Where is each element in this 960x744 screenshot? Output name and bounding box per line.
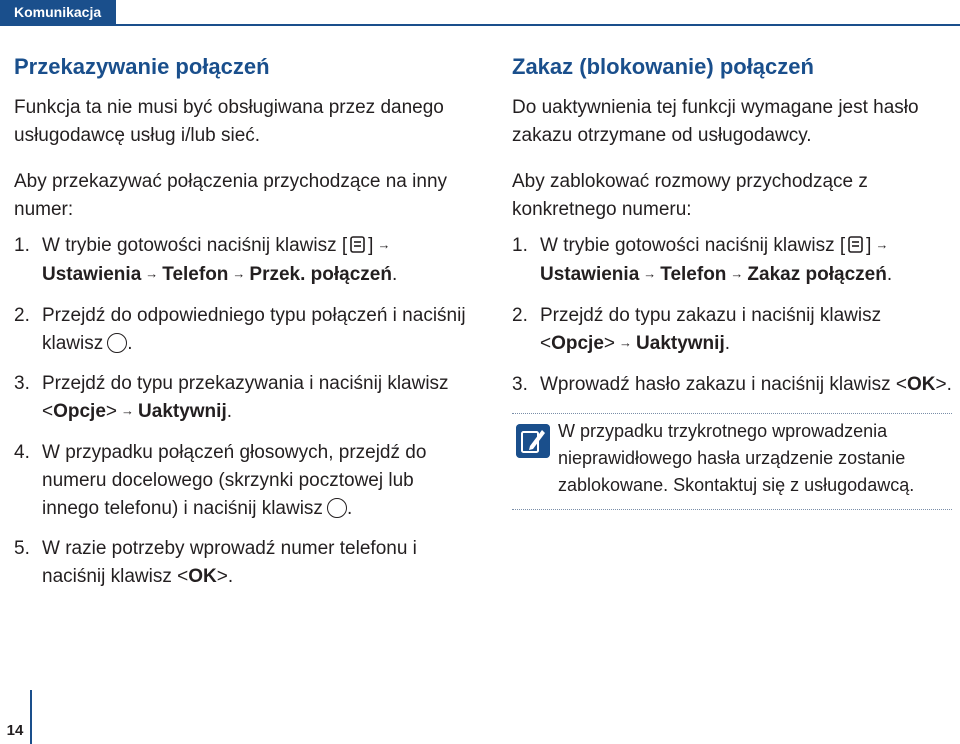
menu-label: Uaktywnij <box>138 401 227 422</box>
lead-barring: Aby zablokować rozmowy przychodzące z konkretnego numeru: <box>512 171 868 220</box>
note-text: W przypadku trzykrotnego wprowadzenia nieprawidłowego hasła urządzenie zostanie zablokowane. Skontaktuj się z usługodawcą. <box>558 421 915 495</box>
arrow-icon: → <box>619 335 633 350</box>
step-text: ] <box>866 235 872 256</box>
header-rule <box>0 24 960 26</box>
menu-label: Telefon <box>162 264 229 285</box>
arrow-icon: → <box>875 237 889 252</box>
menu-label: Przek. połączeń <box>249 264 392 285</box>
step-text: W trybie gotowości naciśnij klawisz [ <box>42 235 348 256</box>
menu-label: OK <box>906 374 936 395</box>
column-call-forwarding <box>14 50 474 603</box>
menu-key-icon <box>846 236 865 254</box>
arrow-icon: → <box>232 266 246 281</box>
step-1: 1. W trybie gotowości naciśnij klawisz [ ] → Ustawienia → Telefon → Zakaz połączeń. <box>512 232 952 290</box>
step-text: W razie potrzeby wprowadź numer telefonu i naciśnij klawisz < <box>42 538 417 587</box>
step-2: 2. Przejdź do typu zakazu i naciśnij klawisz <Opcje> → Uaktywnij. <box>512 302 952 359</box>
menu-label: Ustawienia <box>540 264 640 285</box>
step-number: 4. <box>14 442 30 463</box>
menu-label: Opcje <box>551 333 604 354</box>
section-title-barring: Zakaz (blokowanie) połączeń <box>512 54 814 79</box>
step-text: ] <box>368 235 374 256</box>
step-text: Przejdź do typu przekazywania i naciśnij klawisz < <box>42 373 449 422</box>
arrow-icon: → <box>377 237 391 252</box>
intro-forwarding: Funkcja ta nie musi być obsługiwana przez danego usługodawcę usług i/lub sieć. <box>14 97 444 146</box>
step-text: Przejdź do typu zakazu i naciśnij klawisz < <box>540 305 882 354</box>
arrow-icon: → <box>145 266 159 281</box>
step-number: 2. <box>14 305 30 326</box>
step-5: 5. W razie potrzeby wprowadź numer telefonu i naciśnij klawisz <OK>. <box>14 535 474 591</box>
note-pencil-icon <box>516 424 550 458</box>
ok-key-icon <box>107 333 127 353</box>
lead-forwarding: Aby przekazywać połączenia przychodzące na inny numer: <box>14 171 448 220</box>
menu-key-icon <box>348 236 367 254</box>
page-bar <box>30 690 32 744</box>
menu-label: Telefon <box>660 264 727 285</box>
menu-label: Ustawienia <box>42 264 142 285</box>
section-tab: Komunikacja <box>0 0 116 24</box>
section-title-forwarding: Przekazywanie połączeń <box>14 54 270 79</box>
step-number: 2. <box>512 305 528 326</box>
menu-label: Uaktywnij <box>636 333 725 354</box>
menu-label: Opcje <box>53 401 106 422</box>
step-number: 3. <box>14 373 30 394</box>
ok-key-icon <box>327 498 347 518</box>
step-text: W trybie gotowości naciśnij klawisz [ <box>540 235 846 256</box>
column-call-barring <box>512 50 952 510</box>
step-1: 1. W trybie gotowości naciśnij klawisz [ ] → Ustawienia → Telefon → Przek. połączeń. <box>14 232 474 290</box>
arrow-icon: → <box>121 403 135 418</box>
step-text: W przypadku połączeń głosowych, przejdź do numeru docelowego (skrzynki pocztowej lub innego telefonu) i naciśnij klawisz <box>42 442 427 519</box>
steps-barring <box>512 232 952 399</box>
step-text: Wprowadź hasło zakazu i naciśnij klawisz < <box>540 374 907 395</box>
step-number: 1. <box>14 235 30 256</box>
menu-label: Zakaz połączeń <box>747 264 887 285</box>
menu-label: OK <box>188 566 217 587</box>
intro-barring: Do uaktywnienia tej funkcji wymagane jest hasło zakazu otrzymane od usługodawcy. <box>512 97 919 146</box>
step-2: 2. Przejdź do odpowiedniego typu połączeń i naciśnij klawisz . <box>14 302 474 358</box>
arrow-icon: → <box>730 266 744 281</box>
step-3: 3. Wprowadź hasło zakazu i naciśnij klawisz <OK>. <box>512 371 952 399</box>
step-4: 4. W przypadku połączeń głosowych, przejdź do numeru docelowego (skrzynki pocztowej lub innego telefonu) i naciśnij klawisz . <box>14 439 474 523</box>
page-number: 14 <box>6 722 24 739</box>
step-text: Przejdź do odpowiedniego typu połączeń i naciśnij klawisz <box>42 305 466 354</box>
note-box <box>512 413 952 510</box>
arrow-icon: → <box>643 266 657 281</box>
step-number: 1. <box>512 235 528 256</box>
step-number: 3. <box>512 374 528 395</box>
steps-forwarding <box>14 232 474 591</box>
step-3: 3. Przejdź do typu przekazywania i naciśnij klawisz <Opcje> → Uaktywnij. <box>14 370 474 427</box>
step-number: 5. <box>14 538 30 559</box>
